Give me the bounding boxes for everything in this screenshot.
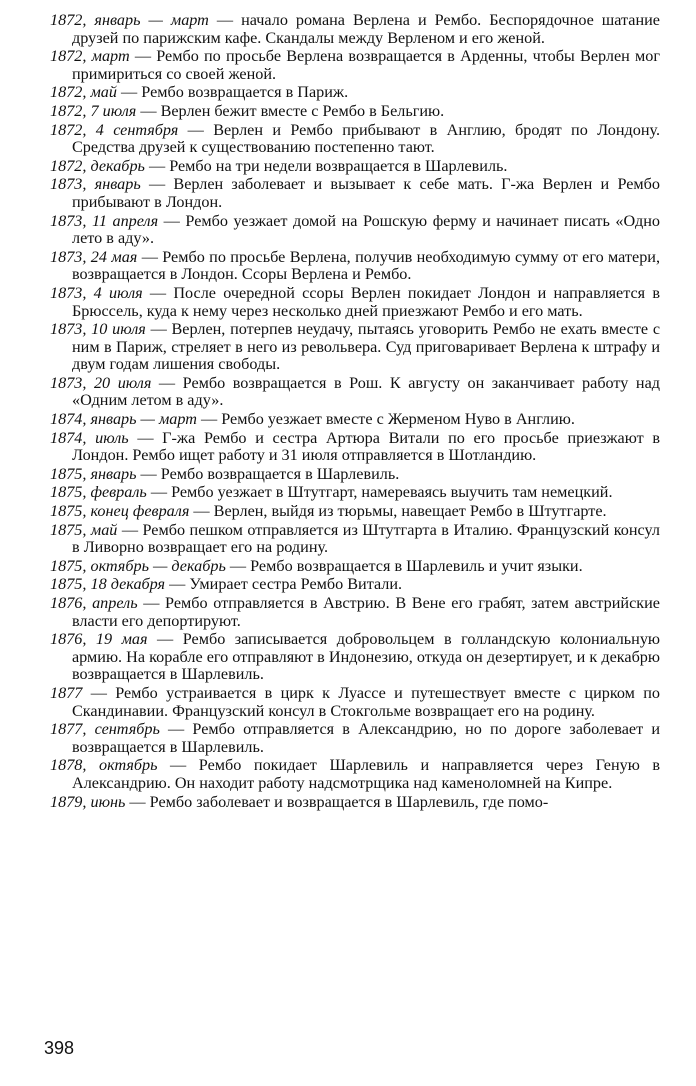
entry-text: — Верлен заболевает и вызывает к себе мать. Г-жа Верлен и Рембо прибывают в Лондон. [72,175,660,211]
page-number: 398 [44,1038,75,1058]
entry-text: — После очередной ссоры Верлен покидает Лондон и направляется в Брюссель, куда к нему через несколько дней приезжают Рембо и его мать. [72,283,660,320]
chronology-entry [50,503,660,521]
entry-text: — Рембо по просьбе Верлена, получив необходимую сумму от его матери, возвращается в Лондон. Ссоры Верлена и Рембо. [72,247,660,284]
chronology-entry [50,285,660,320]
entry-date: 1873, 20 июля [50,373,152,392]
entry-text: — Рембо уезжает вместе с Жерменом Нуво в Англию. [196,410,575,429]
entry-date: 1873, январь [50,175,141,194]
chronology-entry [50,576,660,594]
chronology-list [50,12,660,812]
entry-date: 1872, декабрь [50,156,145,175]
entry-text: — Рембо записывается добровольцем в голландскую колониальную армию. На корабле его отправляют в Индонезию, откуда он дезертирует, и к декабрю возвращается в Шарлевиль. [72,630,661,684]
chronology-entry [50,249,660,284]
chronology-entry [50,685,660,720]
entry-text: — Рембо на три недели возвращается в Шарлевиль. [144,156,508,175]
entry-text: — Рембо возвращается в Шарлевиль и учит языки. [225,556,583,575]
entry-date: 1875, октябрь — декабрь [50,556,226,575]
entry-text: — Рембо возвращается в Париж. [117,83,349,102]
entry-date: 1872, 7 июля [50,101,137,120]
entry-text: — Рембо пешком отправляется из Штутгарта в Италию. Французский консул в Ливорно возвращает его на родину. [72,520,660,557]
entry-text: — Рембо отправляется в Австрию. В Вене его грабят, затем австрийские власти его депортируют. [72,594,660,630]
entry-text: — Верлен и Рембо прибывают в Англию, бродят по Лондону. Средства друзей к существованию постепенно тают. [72,120,660,157]
entry-date: 1875, 18 декабря [50,575,166,594]
entry-date: 1872, январь — март [50,11,209,29]
entry-date: 1872, май [50,83,117,102]
chronology-entry [50,595,660,630]
entry-date: 1875, май [50,520,118,539]
entry-date: 1875, январь [50,464,137,483]
chronology-entry [50,375,660,410]
entry-date: 1872, март [50,47,130,66]
entry-text: — Рембо устраивается в цирк к Луассе и путешествует вместе с цирком по Скандинавии. Французский консул в Стокгольме возвращает его на родину. [72,683,660,720]
chronology-entry [50,466,660,484]
entry-date: 1876, апрель [50,594,138,612]
entry-text: — Верлен, выйдя из тюрьмы, навещает Рембо в Штутгарте. [189,502,607,521]
chronology-entry [50,122,660,157]
entry-text: — Рембо покидает Шарлевиль и направляется через Геную в Александрию. Он находит работу надсмотрщика над каменоломней на Кипре. [72,756,661,792]
chronology-entry [50,757,660,792]
entry-date: 1872, 4 сентября [50,120,179,139]
entry-date: 1873, 24 мая [50,247,138,266]
entry-date: 1879, июнь [50,792,126,811]
entry-text: — Рембо уезжает в Штутгарт, намереваясь выучить там немецкий. [146,483,613,502]
entry-date: 1877, сентябрь [50,720,160,739]
chronology-entry [50,721,660,756]
entry-text: — Рембо по просьбе Верлена возвращается в Арденны, чтобы Верлен мог примириться со своей женой. [72,47,661,83]
chronology-entry [50,631,660,684]
chronology-entry [50,430,660,465]
entry-text: — Рембо возвращается в Шарлевиль. [136,464,400,483]
chronology-entry [50,12,660,47]
entry-date: 1873, 4 июля [50,283,143,302]
chronology-entry [50,103,660,121]
chronology-entry [50,321,660,374]
chronology-entry [50,484,660,502]
entry-date: 1878, октябрь [50,756,158,775]
entry-text: — Рембо возвращается в Рош. К августу он заканчивает работу над «Одним летом в аду». [72,373,661,410]
chronology-entry [50,48,660,83]
entry-text: — Умирает сестра Рембо Витали. [165,575,403,594]
entry-text: — начало романа Верлена и Рембо. Беспорядочное шатание друзей по парижским кафе. Скандалы между Верленом и его женой. [72,11,660,47]
chronology-entry [50,411,660,429]
chronology-entry [50,213,660,248]
chronology-entry [50,158,660,176]
entry-date: 1876, 19 мая [50,630,148,649]
entry-date: 1873, 11 апреля [50,211,159,230]
chronology-entry [50,176,660,211]
chronology-entry [50,522,660,557]
chronology-entry [50,558,660,576]
entry-date: 1873, 10 июля [50,320,146,339]
entry-text: — Рембо отправляется в Александрию, но по дороге заболевает и возвращается в Шарлевиль. [72,720,661,756]
entry-date: 1875, конец февраля [50,502,190,521]
entry-text: — Рембо заболевает и возвращается в Шарлевиль, где помо- [125,792,549,811]
entry-date: 1874, июль [50,428,129,447]
entry-text: — Верлен бежит вместе с Рембо в Бельгию. [136,101,445,120]
entry-text: — Верлен, потерпев неудачу, пытаясь уговорить Рембо не ехать вместе с ним в Париж, стреляет в него из револьвера. Суд приговаривает Верлена к штрафу и двум годам лишения свободы. [72,320,661,374]
entry-text: — Г-жа Рембо и сестра Артюра Витали по его просьбе приезжают в Лондон. Рембо ищет работу и 31 июля отправляется в Шотландию. [72,428,660,465]
chronology-entry [50,84,660,102]
entry-date: 1874, январь — март [50,410,197,429]
entry-date: 1875, февраль [50,483,147,502]
entry-text: — Рембо уезжает домой на Рошскую ферму и начинает писать «Одно лето в аду». [72,211,660,248]
chronology-entry [50,794,660,812]
entry-date: 1877 [50,683,83,702]
